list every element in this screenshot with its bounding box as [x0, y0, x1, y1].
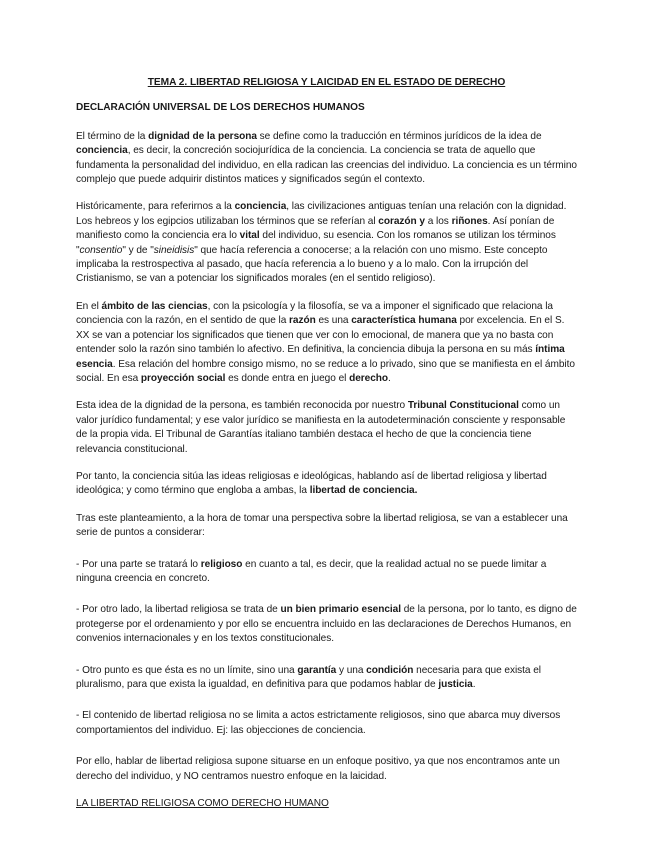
text-run: Históricamente, para referirnos a la: [76, 201, 235, 213]
text-run: Por ello, hablar de libertad religiosa supone situarse en un enfoque positivo, ya que nos encontramos ante un derecho del individuo, y NO centramos nuestro enfoque en la laicidad.: [76, 756, 560, 782]
paragraph: [76, 200, 577, 286]
text-run: - Por otro lado, la libertad religiosa se trata de: [76, 604, 281, 616]
text-run: de la persona, por lo tanto, es digno de protegerse por el ordenamiento y por ello se encuentra incluido en las declaraciones de Derechos Humanos, en convenios internacionales y en los textos constitucionales.: [76, 604, 577, 645]
paragraph: [76, 755, 577, 784]
text-run: a los: [424, 215, 452, 227]
bold-text: conciencia: [76, 145, 128, 157]
text-run: Por tanto, la conciencia sitúa las ideas religiosas e ideológicas, hablando así de libertad religiosa y libertad ideológica; y como término que engloba a ambas, la: [76, 470, 547, 497]
text-run: , las civilizaciones antiguas tenían una relación con la dignidad. Los hebreos y los egipcios utilizaban los términos que se referían al: [76, 201, 567, 227]
text-run: .: [472, 679, 476, 690]
paragraph: [76, 470, 577, 499]
bold-text: dignidad de la persona: [148, 130, 257, 142]
paragraph: [76, 603, 577, 646]
text-run: se define como la traducción en términos jurídicos de la idea de: [256, 130, 542, 142]
bold-text: vital: [239, 230, 260, 242]
bold-text: religioso: [200, 558, 243, 570]
text-run: . Esa relación del hombre consigo mismo, no se reduce a lo privado, sino que se manifiesta en el ámbito social. En esa: [76, 358, 575, 384]
paragraph: [76, 300, 577, 386]
bold-text: proyección social: [140, 372, 226, 384]
subsection-heading: LA LIBERTAD RELIGIOSA COMO DERECHO HUMANO: [76, 798, 329, 810]
text-run: , es decir, la concreción sociojurídica de la conciencia. La conciencia se trata de aquello que fundamenta la personalidad del individuo, en ella radican las creencias del individuo. La conciencia es un término complejo que puede adquirir distintos matices y significados según el contexto.: [76, 145, 577, 186]
paragraph: [76, 709, 577, 738]
text-run: es donde entra en juego el: [225, 372, 350, 384]
bold-text: justicia: [438, 679, 473, 690]
text-run: .: [388, 372, 391, 384]
document-title: TEMA 2. LIBERTAD RELIGIOSA Y LAICIDAD EN EL ESTADO DE DERECHO: [147, 77, 506, 88]
text-run: del individuo, su esencia. Con los romanos se utilizan los términos ": [76, 230, 556, 256]
text-run: " y de ": [122, 244, 154, 256]
bold-text: razón: [289, 315, 316, 327]
bold-text: ámbito de las ciencias: [101, 300, 208, 312]
text-run: en cuanto a tal, es decir, que la realidad actual no se puede limitar a ninguna creencia en concreto.: [76, 558, 547, 584]
text-run: Tras este planteamiento, a la hora de tomar una perspectiva sobre la libertad religiosa, se van a establecer una serie de puntos a considerar:: [76, 512, 568, 539]
italic-text: consentio: [79, 244, 123, 256]
bold-text: derecho: [349, 372, 388, 384]
section-heading: DECLARACIÓN UNIVERSAL DE LOS DERECHOS HUMANOS: [76, 102, 365, 114]
text-run: por excelencia. En el S. XX se van a potenciar los significados que tienen que ver con lo emocional, de manera que ya no basta con entender solo la razón sino también lo afectivo. En definitiva, la conciencia dibuja la persona en su más: [76, 315, 565, 356]
body-text: [76, 130, 577, 784]
paragraph: [76, 558, 577, 587]
paragraph: [76, 399, 577, 457]
text-run: En el: [76, 300, 102, 312]
bold-text: libertad de conciencia.: [309, 485, 418, 497]
bold-text: conciencia: [234, 201, 287, 213]
text-run: - Por una parte se tratará lo: [76, 558, 201, 570]
text-run: " que hacía referencia a conocerse; a la relación con uno mismo. Este concepto implicaba la restrospectiva al pasado, que hacía referencia a lo bueno y a lo malo. Con la irrupción del Cristianismo, se van a potenciar los significados morales (en el sentido religioso).: [76, 244, 548, 285]
bold-text: un bien primario esencial: [280, 604, 401, 616]
bold-text: garantía: [297, 664, 337, 676]
text-run: como un valor jurídico fundamental; y ese valor jurídico se manifiesta en la autodeterminación consciente y responsable de la propia vida. El Tribunal de Garantías italiano también destaca el hecho de que la conciencia tiene relevancia constitucional.: [76, 400, 566, 455]
bold-text: condición: [366, 664, 414, 676]
text-run: y una: [336, 664, 367, 676]
italic-text: sineidisis: [153, 244, 195, 256]
paragraph: [76, 130, 577, 188]
text-run: El término de la: [76, 130, 149, 142]
bold-text: Tribunal Constitucional: [407, 400, 519, 412]
text-run: es una: [315, 315, 352, 327]
text-run: - Otro punto es que ésta es no un límite, sino una: [76, 664, 298, 676]
text-run: . Así ponían de manifiesto como la conciencia era lo: [76, 215, 555, 242]
bold-text: íntima esencia: [76, 344, 565, 370]
text-run: - El contenido de libertad religiosa no se limita a actos estrictamente religiosos, sino que abarca muy diversos comportamientos del individuo. Ej: las objecciones de conciencia.: [76, 710, 561, 736]
paragraph: [76, 664, 577, 693]
bold-text: corazón y: [378, 215, 425, 227]
paragraph: [76, 512, 577, 541]
text-run: , con la psicología y la filosofía, se va a imponer el significado que relaciona la conciencia con la razón, en el sentido de que la: [76, 300, 553, 327]
text-run: Esta idea de la dignidad de la persona, es también reconocida por nuestro: [76, 400, 408, 412]
bold-text: característica humana: [351, 315, 457, 327]
text-run: necesaria para que exista el pluralismo, para que exista la igualdad, en definitiva para que podamos hablar de: [76, 664, 541, 690]
bold-text: riñones: [451, 215, 488, 227]
